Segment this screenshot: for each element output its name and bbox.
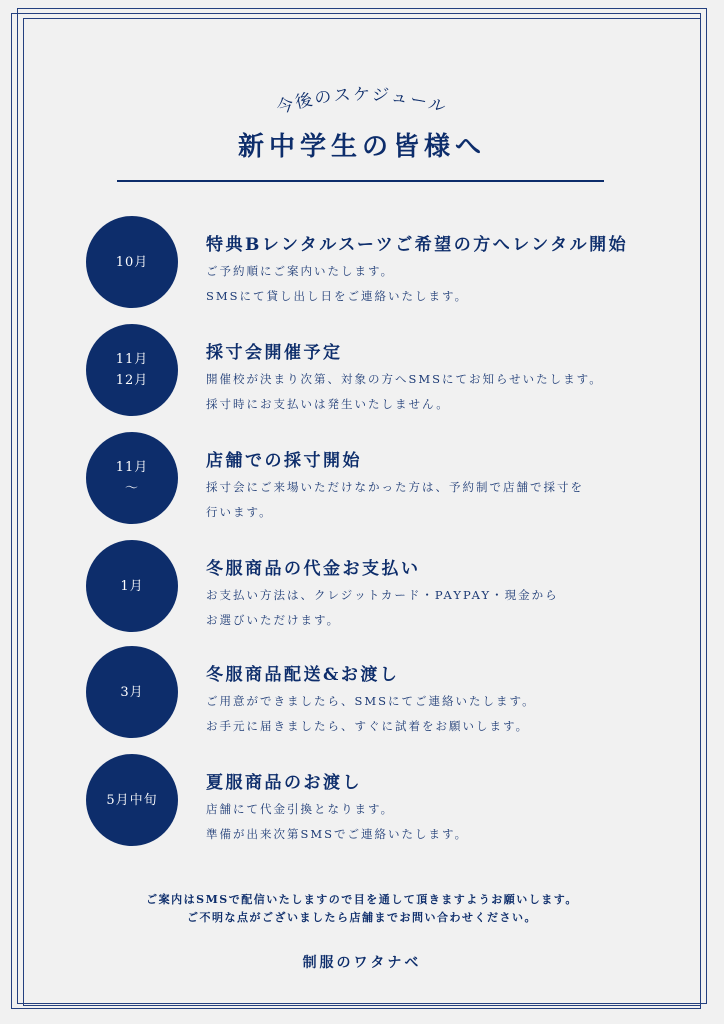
schedule-item bbox=[0, 754, 724, 850]
item-title: 冬服商品の代金お支払い bbox=[206, 559, 421, 579]
item-detail: 採寸会にご来場いただけなかった方は、予約制で店舗で採寸を bbox=[206, 480, 584, 494]
schedule-item bbox=[0, 646, 724, 742]
item-detail: お手元に届きましたら、すぐに試着をお願いします。 bbox=[206, 719, 530, 733]
schedule-item bbox=[0, 540, 724, 636]
schedule-item bbox=[0, 324, 724, 420]
item-detail: 採寸時にお支払いは発生いたしません。 bbox=[206, 397, 450, 411]
footer-note: ご案内はSMSで配信いたしますので目を通して頂きますようお願いします。 bbox=[146, 893, 578, 906]
date-badge: 1月 bbox=[86, 540, 178, 632]
item-title: 採寸会開催予定 bbox=[206, 343, 343, 363]
item-title: 特典Bレンタルスーツご希望の方へレンタル開始 bbox=[206, 235, 629, 255]
item-detail: お支払い方法は、クレジットカード・PAYPAY・現金から bbox=[206, 588, 559, 602]
svg-text:今後のスケジュール bbox=[274, 85, 450, 118]
arc-subtitle-text: 今後のスケジュール bbox=[274, 84, 450, 119]
shop-name: 制服のワタナベ bbox=[302, 955, 422, 971]
date-badge: 3月 bbox=[86, 646, 178, 738]
item-detail: お選びいただけます。 bbox=[206, 613, 341, 627]
item-detail: ご予約順にご案内いたします。 bbox=[206, 264, 395, 278]
date-badge: 11月 12月 bbox=[86, 324, 178, 416]
item-title: 夏服商品のお渡し bbox=[206, 773, 362, 793]
schedule-item bbox=[0, 216, 724, 312]
item-title: 冬服商品配送&お渡し bbox=[206, 665, 400, 685]
footer-note: ご不明な点がございましたら店舗までお問い合わせください。 bbox=[187, 911, 537, 924]
item-title: 店舗での採寸開始 bbox=[206, 451, 362, 471]
schedule-item bbox=[0, 432, 724, 528]
page-title: 新中学生の皆様へ bbox=[237, 132, 486, 162]
arc-subtitle bbox=[212, 72, 512, 132]
date-badge: 11月 ～ bbox=[86, 432, 178, 524]
item-detail: 行います。 bbox=[206, 505, 273, 519]
item-detail: ご用意ができましたら、SMSにてご連絡いたします。 bbox=[206, 694, 536, 708]
date-badge: 5月中旬 bbox=[86, 754, 178, 846]
item-detail: 準備が出来次第SMSでご連絡いたします。 bbox=[206, 827, 469, 841]
item-detail: SMSにて貸し出し日をご連絡いたします。 bbox=[206, 289, 469, 303]
item-detail: 開催校が決まり次第、対象の方へSMSにてお知らせいたします。 bbox=[206, 372, 603, 386]
date-badge: 10月 bbox=[86, 216, 178, 308]
item-detail: 店舗にて代金引換となります。 bbox=[206, 802, 395, 816]
title-divider bbox=[117, 180, 604, 182]
